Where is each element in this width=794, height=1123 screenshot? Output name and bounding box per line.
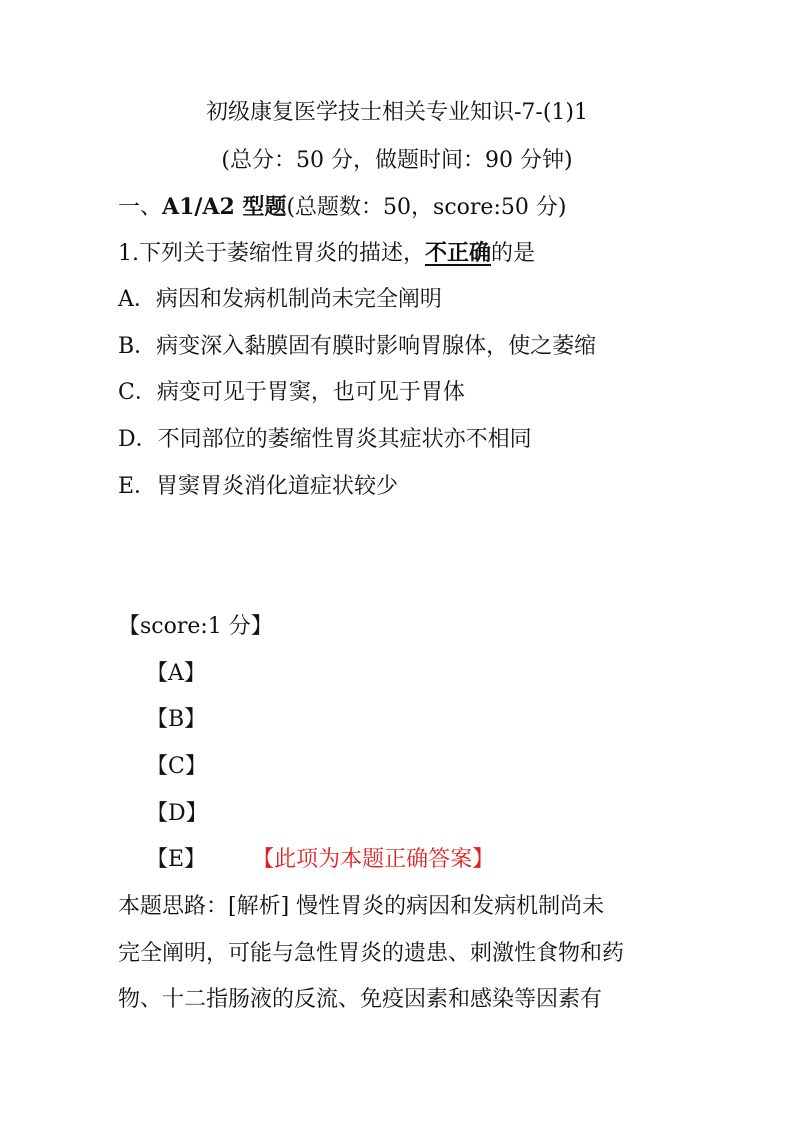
answer-e-row [146,845,494,875]
section-type: A1/A2 型题 [162,194,287,220]
answer-b: 【B】 [146,707,207,732]
correct-answer-note: 【此项为本题正确答案】 [252,847,495,872]
option-e: E．胃窦胃炎消化道症状较少 [118,474,399,499]
question-stem [118,238,535,269]
section-heading [118,192,566,223]
option-b: B．病变深入黏膜固有膜时影响胃腺体，使之萎缩 [118,334,597,359]
option-a: A．病因和发病机制尚未完全阐明 [118,287,442,312]
analysis-line-3: 物、十二指肠液的反流、免疫因素和感染等因素有 [118,987,603,1012]
answer-d: 【D】 [146,801,208,826]
option-c: C．病变可见于胃窦，也可见于胃体 [118,380,465,405]
answer-c: 【C】 [146,754,207,779]
document-subtitle: (总分：50 分，做题时间：90 分钟) [221,148,573,173]
score-label: 【score:1 分】 [118,614,273,639]
answer-a: 【A】 [146,661,206,686]
answer-e: 【E】 [146,847,207,872]
analysis-line-1: 本题思路：[解析] 慢性胃炎的病因和发病机制尚未 [118,894,605,919]
section-prefix: 一、 [118,195,163,220]
question-stem-before: 1.下列关于萎缩性胃炎的描述， [118,241,425,266]
question-stem-emphasis: 不正确 [425,240,492,266]
document-title: 初级康复医学技士相关专业知识-7-(1)1 [205,100,589,125]
analysis-line-2: 完全阐明，可能与急性胃炎的遗患、刺激性食物和药 [118,941,625,966]
question-stem-after: 的是 [491,241,536,266]
option-d: D．不同部位的萎缩性胃炎其症状亦不相同 [118,427,532,452]
section-info: (总题数：50，score:50 分) [286,195,567,220]
